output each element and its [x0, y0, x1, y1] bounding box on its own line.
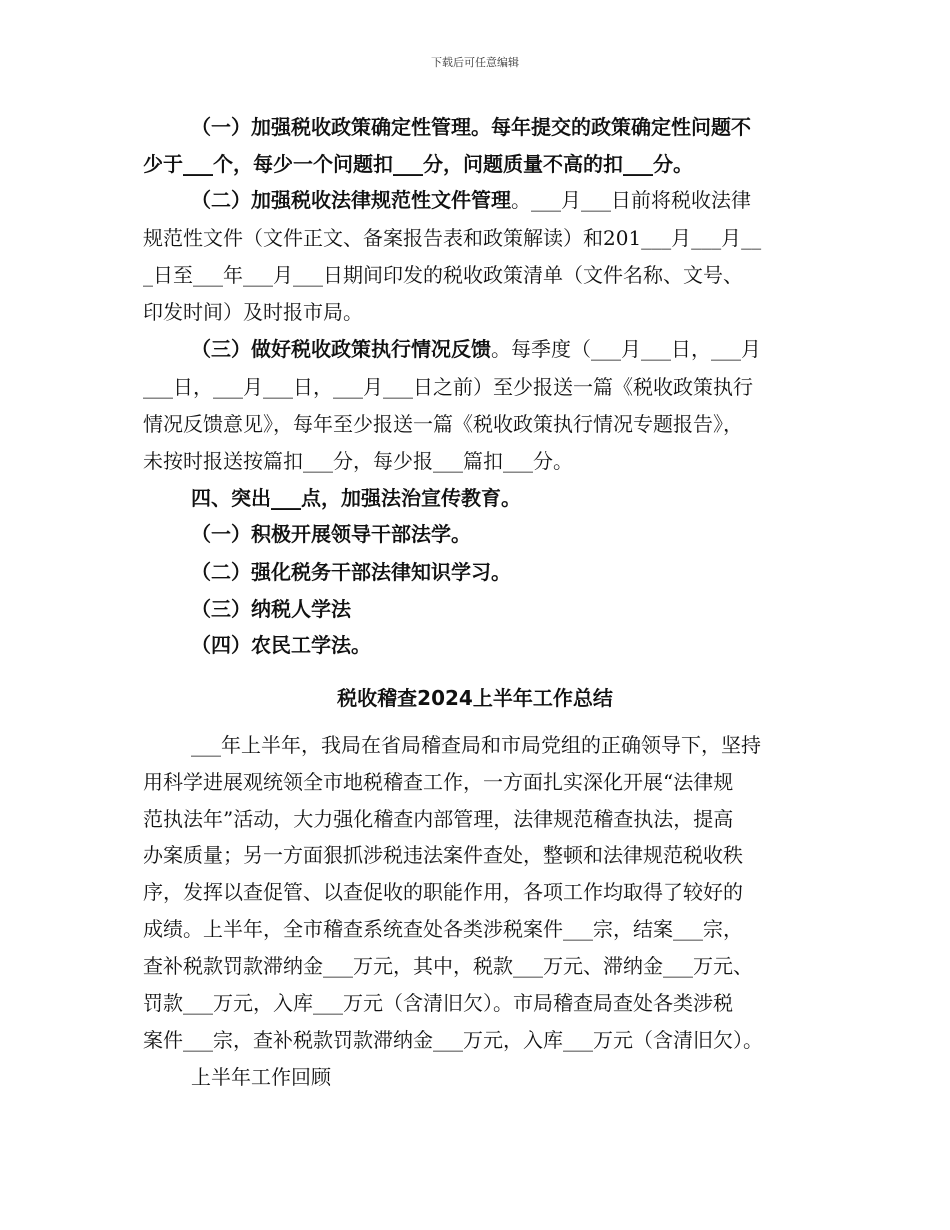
body-line-1: ___年上半年，我局在省局稽查局和市局党组的正确领导下，坚持	[191, 733, 761, 757]
section-4-item-1: （一）积极开展领导干部法学。	[191, 522, 471, 546]
para-2-line-2: 规范性文件（文件正文、备案报告表和政策解读）和201___月___月__	[143, 226, 762, 250]
para-3-line-1	[191, 337, 761, 361]
para-3-line-2: ___日，___月___日，___月___日之前）至少报送一篇《税收政策执行	[143, 375, 753, 399]
body-line-8: 罚款___万元，入库___万元（含清旧欠）。市局稽查局查处各类涉税	[143, 991, 733, 1015]
para-3-line-3: 情况反馈意见》，每年至少报送一篇《税收政策执行情况专题报告》，	[143, 412, 743, 436]
body-line-6: 成绩。上半年，全市稽查系统查处各类涉税案件___宗，结案___宗，	[143, 917, 743, 941]
body-line-4: 办案质量；另一方面狠抓涉税违法案件查处，整顿和法律规范税收秩	[143, 843, 743, 867]
document-title: 税收稽查2024上半年工作总结	[337, 686, 613, 710]
para-3-line-4: 未按时报送按篇扣___分，每少报___篇扣___分。	[143, 449, 573, 473]
page-header: 下载后可任意编辑	[431, 56, 519, 69]
para-3-line-1-text: 。每季度（___月___日，___月	[491, 337, 761, 361]
para-2-line-4: 印发时间）及时报市局。	[143, 300, 363, 324]
body-line-3: 范执法年”活动，大力强化稽查内部管理，法律规范稽查执法，提高	[143, 807, 734, 831]
section-4-item-4: （四）农民工学法。	[191, 633, 371, 657]
section-4-item-3: （三）纳税人学法	[191, 597, 351, 621]
body-line-9: 案件___宗，查补税款罚款滞纳金___万元，入库___万元（含清旧欠）。	[143, 1028, 763, 1052]
section-4-heading: 四、突出___点，加强法治宣传教育。	[191, 486, 521, 510]
body-line-2: 用科学进展观统领全市地税稽查工作，一方面扎实深化开展“法律规	[143, 770, 734, 794]
para-1-line-2: 少于___个，每少一个问题扣___分，问题质量不高的扣___分。	[143, 152, 693, 176]
body-line-5: 序，发挥以查促管、以查促收的职能作用，各项工作均取得了较好的	[143, 880, 743, 904]
para-1-line-1: （一）加强税收政策确定性管理。每年提交的政策确定性问题不	[191, 115, 751, 139]
para-2-line-1-text: 。___月___日前将税收法律	[511, 188, 751, 212]
para-2-line-3: _日至___年___月___日期间印发的税收政策清单（文件名称、文号、	[143, 263, 743, 287]
para-2-heading: （二）加强税收法律规范性文件管理	[191, 188, 511, 212]
section-4-item-2: （二）强化税务干部法律知识学习。	[191, 560, 511, 584]
body-line-7: 查补税款罚款滞纳金___万元，其中，税款___万元、滞纳金___万元、	[143, 954, 753, 978]
para-3-heading: （三）做好税收政策执行情况反馈	[191, 337, 491, 361]
para-2-line-1	[191, 188, 751, 212]
body-subheading: 上半年工作回顾	[191, 1065, 331, 1089]
